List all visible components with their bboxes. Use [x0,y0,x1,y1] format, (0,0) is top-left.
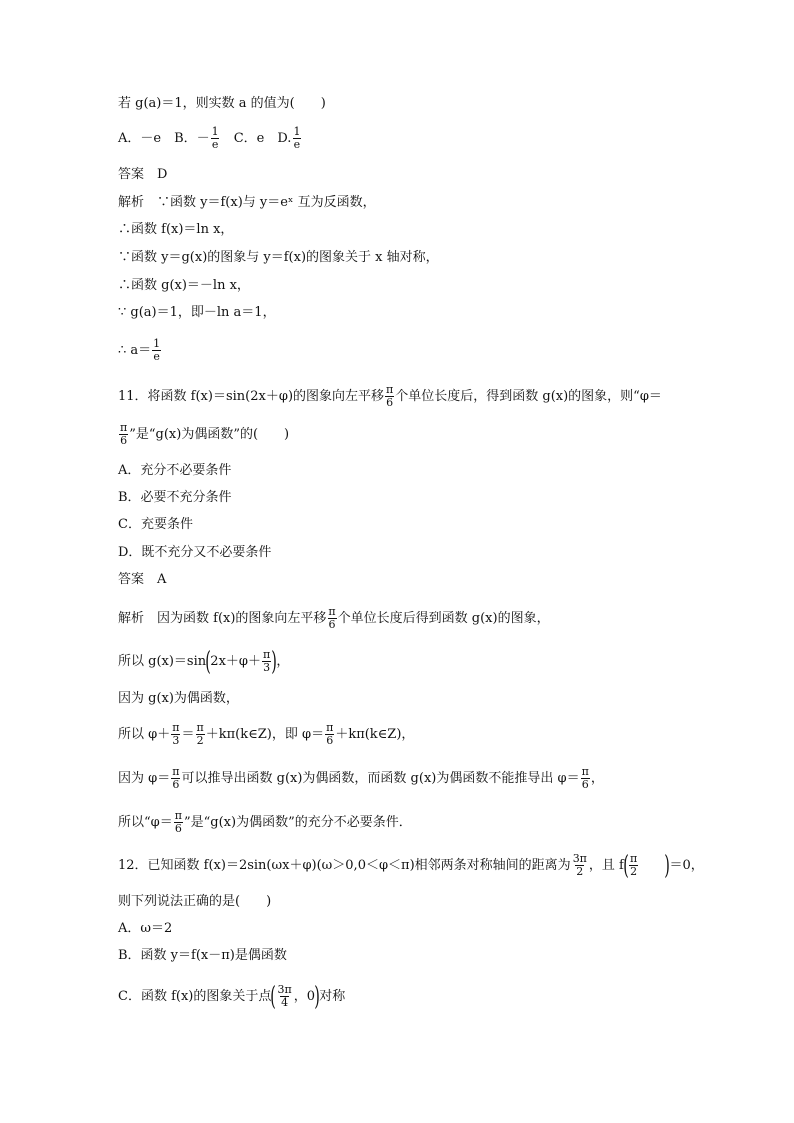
q10-option-c: C．e [233,131,265,146]
q11-answer: 答案 A [118,572,167,587]
q11-analysis-line: 解析 因为函数 f(x)的图象向左平移 $\frac{\pi}{6}$ 个单位长度后得到函数 g(x)的图象， [118,605,550,631]
q10-option-a: A．－e [118,131,162,146]
q11-option-c: C．充要条件 [118,517,193,532]
q11-analysis-line: 所以 φ＋ $\frac{\pi}{3}$ ＝ $\frac{\pi}{2}$ ＋kπ(k∈Z)，即 φ＝ $\frac{\pi}{6}$ ＋kπ(k∈Z)， [118,721,415,747]
q10-analysis-line: ∴函数 f(x)＝ln x， [118,222,234,237]
q11-analysis-line: 因为 g(x)为偶函数， [118,691,239,706]
q12-stem-line1: 12．已知函数 f(x)＝2sin(ωx＋φ)(ω＞0,0＜φ＜π)相邻两条对称轴间的距离为 $\frac{3\pi}{2}$ ，且 f( $\frac{\pi}{2}$ )＝0， [118,850,704,881]
q10-option-d: D. $\frac{1}{e}$ [277,125,301,151]
q12-option-c: C．函数 f(x)的图象关于点( $\frac{3\pi}{4}$ ，0)对称 [118,981,346,1012]
q11-stem-line1: 11．将函数 f(x)＝sin(2x＋φ)的图象向左平移 $\frac{\pi}{6}$ 个单位长度后，得到函数 g(x)的图象，则“φ＝ [118,383,662,409]
q10-analysis-line: ∴函数 g(x)＝－ln x， [118,278,250,293]
q11-analysis-line: 因为 φ＝ $\frac{\pi}{6}$ 可以推导出函数 g(x)为偶函数，而函数 g(x)为偶函数不能推导出 φ＝ $\frac{\pi}{6}$ ， [118,765,604,791]
q10-option-b: B．－ $\frac{1}{e}$ [174,125,219,151]
q10-analysis-line: ∵ g(a)＝1，即－ln a＝1， [118,305,276,320]
q12-stem-line2: 则下列说法正确的是( ) [118,894,272,909]
q11-option-b: B．必要不充分条件 [118,490,232,505]
q10-conclusion: ∴ a＝ $\frac{1}{e}$ [118,337,161,363]
q12-option-b: B．函数 y＝f(x－π)是偶函数 [118,948,287,963]
q12-option-a: A．ω＝2 [118,921,173,936]
q10-options [118,126,302,151]
q10-analysis-line: 解析 ∵函数 y＝f(x)与 y＝eˣ 互为反函数， [118,195,376,210]
q10-stem: 若 g(a)＝1，则实数 a 的值为( ) [118,96,326,111]
q10-answer: 答案 D [118,167,168,182]
q11-option-a: A．充分不必要条件 [118,463,232,478]
q11-option-d: D．既不充分又不必要条件 [118,545,272,560]
q11-analysis-line: 所以 g(x)＝sin(2x＋φ＋ $\frac{\pi}{3}$ )， [118,646,290,677]
q11-stem-line2: $\frac{\pi}{6}$ ”是“g(x)为偶函数”的( ) [120,421,290,447]
q11-analysis-line: 所以“φ＝ $\frac{\pi}{6}$ ”是“g(x)为偶函数”的充分不必要条件． [118,809,412,835]
q10-analysis-line: ∵函数 y＝g(x)的图象与 y＝f(x)的图象关于 x 轴对称， [118,250,439,265]
